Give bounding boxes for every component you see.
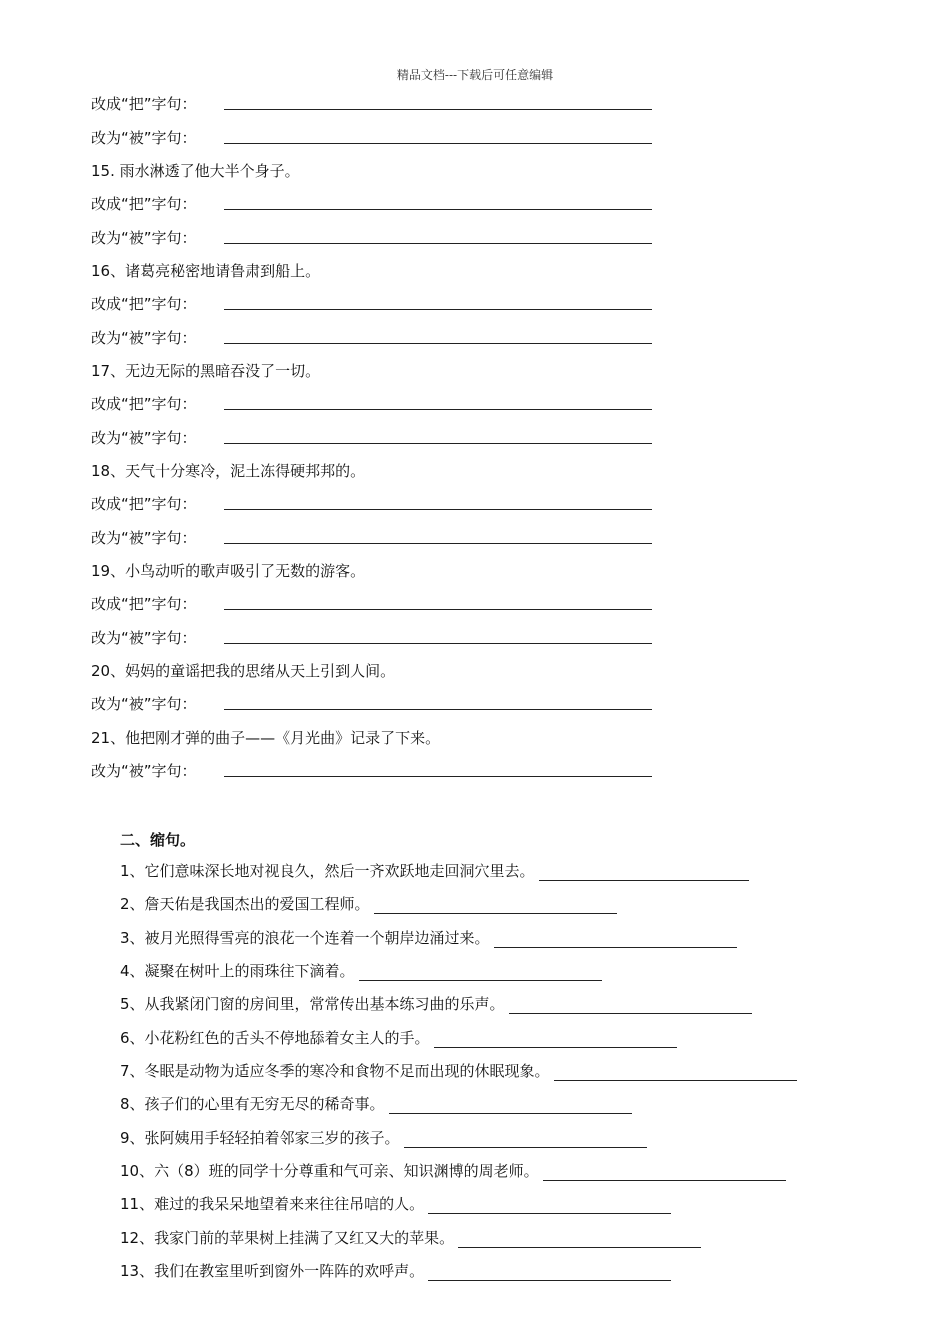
- answer-blank: [428, 1265, 671, 1281]
- answer-blank: [224, 528, 652, 544]
- condense-item: 12、我家门前的苹果树上挂满了又红又大的苹果。: [120, 1228, 701, 1248]
- rewrite-ba-label: 改成“把”字句：: [91, 394, 197, 414]
- answer-blank: [224, 594, 652, 610]
- question-19: 19、小鸟动听的歌声吸引了无数的游客。: [91, 562, 366, 580]
- condense-item: 1、它们意味深长地对视良久，然后一齐欢跃地走回洞穴里去。: [120, 861, 749, 881]
- answer-blank: [224, 428, 652, 444]
- answer-blank: [434, 1032, 677, 1048]
- condense-item: 9、张阿姨用手轻轻拍着邻家三岁的孩子。: [120, 1128, 647, 1148]
- answer-blank: [458, 1232, 701, 1248]
- section-title: 二、缩句。: [120, 831, 196, 849]
- question-21: 21、他把刚才弹的曲子——《月光曲》记录了下来。: [91, 729, 441, 747]
- answer-blank: [404, 1132, 647, 1148]
- rewrite-ba-label: 改成“把”字句：: [91, 194, 197, 214]
- question-20: 20、妈妈的童谣把我的思绪从天上引到人间。: [91, 662, 396, 680]
- answer-blank: [509, 998, 752, 1014]
- answer-blank: [539, 865, 749, 881]
- condense-item: 11、难过的我呆呆地望着来来往往吊唁的人。: [120, 1194, 671, 1214]
- answer-blank: [224, 194, 652, 210]
- answer-blank: [359, 965, 602, 981]
- answer-blank: [224, 761, 652, 777]
- answer-blank: [374, 898, 617, 914]
- question-15: 15. 雨水淋透了他大半个身子。: [91, 162, 300, 180]
- rewrite-bei-label: 改为“被”字句：: [91, 128, 197, 148]
- rewrite-ba-label: 改成“把”字句：: [91, 594, 197, 614]
- condense-item: 10、六（8）班的同学十分尊重和气可亲、知识渊博的周老师。: [120, 1161, 786, 1181]
- condense-item: 8、孩子们的心里有无穷无尽的稀奇事。: [120, 1094, 632, 1114]
- answer-blank: [224, 628, 652, 644]
- rewrite-ba-label: 改成“把”字句：: [91, 494, 197, 514]
- answer-blank: [224, 694, 652, 710]
- rewrite-ba-label: 改成“把”字句：: [91, 294, 197, 314]
- rewrite-bei-label: 改为“被”字句：: [91, 228, 197, 248]
- rewrite-ba-label: 改成“把”字句：: [91, 94, 197, 114]
- rewrite-bei-label: 改为“被”字句：: [91, 328, 197, 348]
- answer-blank: [224, 328, 652, 344]
- answer-blank: [543, 1165, 786, 1181]
- condense-item: 7、冬眠是动物为适应冬季的寒冷和食物不足而出现的休眠现象。: [120, 1061, 797, 1081]
- rewrite-bei-label: 改为“被”字句：: [91, 694, 197, 714]
- answer-blank: [224, 228, 652, 244]
- answer-blank: [224, 494, 652, 510]
- rewrite-bei-label: 改为“被”字句：: [91, 428, 197, 448]
- answer-blank: [224, 394, 652, 410]
- answer-blank: [428, 1198, 671, 1214]
- rewrite-bei-label: 改为“被”字句：: [91, 528, 197, 548]
- answer-blank: [224, 294, 652, 310]
- answer-blank: [224, 94, 652, 110]
- condense-item: 13、我们在教室里听到窗外一阵阵的欢呼声。: [120, 1261, 671, 1281]
- rewrite-bei-label: 改为“被”字句：: [91, 761, 197, 781]
- condense-item: 4、凝聚在树叶上的雨珠往下滴着。: [120, 961, 602, 981]
- condense-item: 6、小花粉红色的舌头不停地舔着女主人的手。: [120, 1028, 677, 1048]
- page-header: 精品文档---下载后可任意编辑: [396, 68, 554, 82]
- answer-blank: [224, 128, 652, 144]
- condense-item: 3、被月光照得雪亮的浪花一个连着一个朝岸边涌过来。: [120, 928, 737, 948]
- question-17: 17、无边无际的黑暗吞没了一切。: [91, 362, 321, 380]
- rewrite-bei-label: 改为“被”字句：: [91, 628, 197, 648]
- answer-blank: [494, 932, 737, 948]
- answer-blank: [389, 1098, 632, 1114]
- condense-item: 2、詹天佑是我国杰出的爱国工程师。: [120, 894, 617, 914]
- question-18: 18、天气十分寒冷，泥土冻得硬邦邦的。: [91, 462, 366, 480]
- answer-blank: [554, 1065, 797, 1081]
- condense-item: 5、从我紧闭门窗的房间里，常常传出基本练习曲的乐声。: [120, 994, 752, 1014]
- question-16: 16、诸葛亮秘密地请鲁肃到船上。: [91, 262, 321, 280]
